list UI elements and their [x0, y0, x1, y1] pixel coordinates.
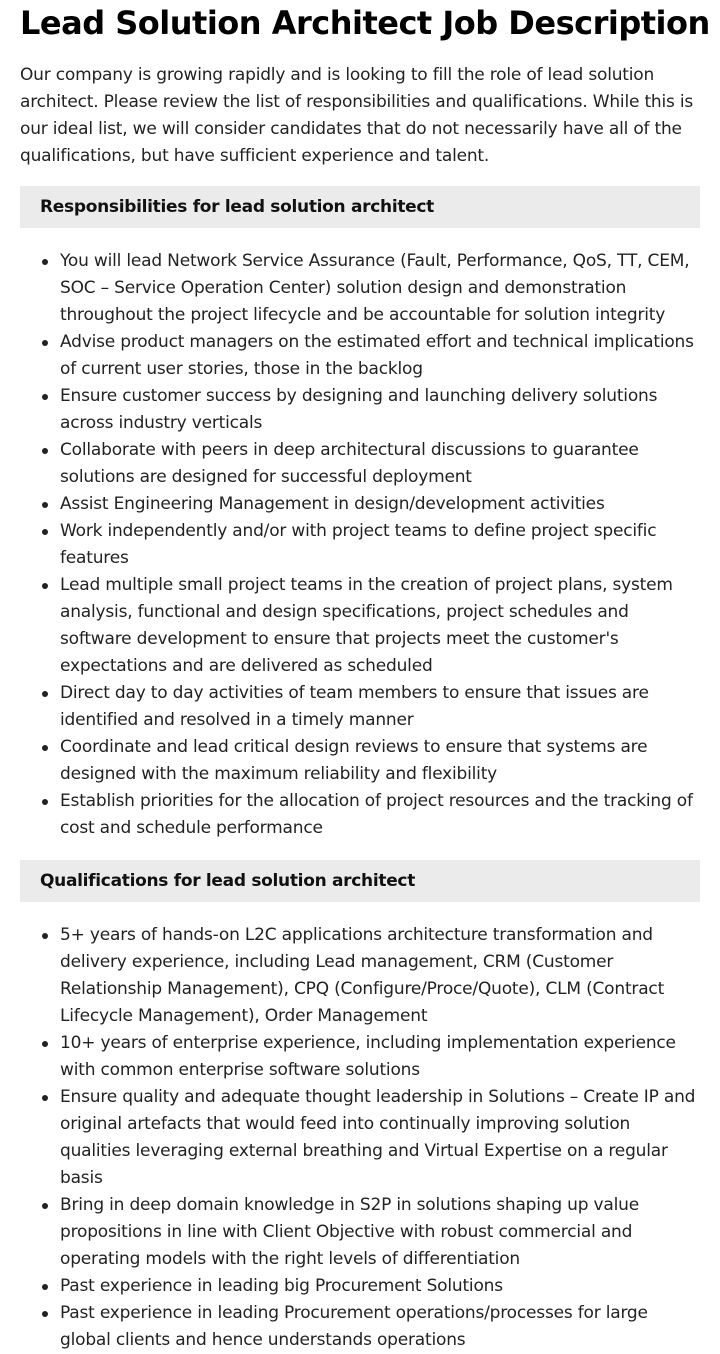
page-title: Lead Solution Architect Job Description	[20, 4, 710, 42]
list-item: Work independently and/or with project teams to define project specific features	[60, 518, 700, 572]
list-item: Lead multiple small project teams in the creation of project plans, system analysis, functional and design specifications, project schedules and software development to ensure that projects meet the customer's expectations and are delivered as scheduled	[60, 572, 700, 680]
responsibilities-heading: Responsibilities for lead solution architect	[20, 186, 700, 228]
list-item: Coordinate and lead critical design reviews to ensure that systems are designed with the maximum reliability and flexibility	[60, 734, 700, 788]
list-item: Assist Engineering Management in design/development activities	[60, 491, 700, 518]
list-item: Past experience in leading big Procurement Solutions	[60, 1273, 700, 1300]
list-item: Past experience in leading Procurement operations/processes for large global clients and hence understands operations	[60, 1300, 700, 1354]
list-item: Ensure quality and adequate thought leadership in Solutions – Create IP and original artefacts that would feed into continually improving solution qualities leveraging external breathing and Virtual Expertise on a regular basis	[60, 1084, 700, 1192]
qualifications-heading: Qualifications for lead solution architect	[20, 860, 700, 902]
list-item: 5+ years of hands-on L2C applications architecture transformation and delivery experience, including Lead management, CRM (Customer Relationship Management), CPQ (Configure/Proce/Quote), CLM (Contract Lifecycle Management), Order Management	[60, 922, 700, 1030]
list-item: You will lead Network Service Assurance (Fault, Performance, QoS, TT, CEM, SOC – Service Operation Center) solution design and demonstration throughout the project lifecycle and be accountable for solution integrity	[60, 248, 700, 329]
list-item: Bring in deep domain knowledge in S2P in solutions shaping up value propositions in line with Client Objective with robust commercial and operating models with the right levels of differentiation	[60, 1192, 700, 1273]
intro-paragraph: Our company is growing rapidly and is looking to fill the role of lead solution architect. Please review the list of responsibilities and qualifications. While this is our ideal list, we will consider candidates that do not necessarily have all of the qualifications, but have sufficient experience and talent.	[20, 65, 694, 166]
list-item: Establish priorities for the allocation of project resources and the tracking of cost and schedule performance	[60, 788, 700, 842]
list-item: Direct day to day activities of team members to ensure that issues are identified and resolved in a timely manner	[60, 680, 700, 734]
list-item: Ensure customer success by designing and launching delivery solutions across industry verticals	[60, 383, 700, 437]
responsibilities-list	[20, 248, 700, 842]
qualifications-list	[20, 922, 700, 1354]
list-item: Collaborate with peers in deep architectural discussions to guarantee solutions are designed for successful deployment	[60, 437, 700, 491]
list-item: 10+ years of enterprise experience, including implementation experience with common enterprise software solutions	[60, 1030, 700, 1084]
list-item: Advise product managers on the estimated effort and technical implications of current user stories, those in the backlog	[60, 329, 700, 383]
